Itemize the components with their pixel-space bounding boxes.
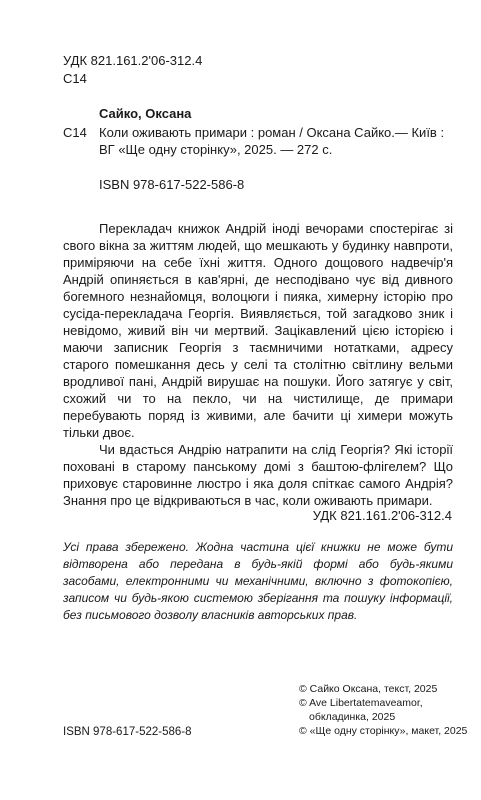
abstract-paragraph-2: Чи вдасться Андрію натрапити на слід Георгія? Які історії поховані в старому панському домі з баштою-флігелем? Що приховує старовинне люстро і яка доля спіткає самого Андрія? Знання про це відкриваються в час, коли оживають примари. [63, 442, 453, 508]
catalog-record [63, 124, 453, 158]
author-mark: С14 [63, 71, 87, 86]
catalog-title-line: Коли оживають примари : роман / Оксана Сайко.— Київ : [99, 125, 445, 140]
copyright-cover-2: обкладинка, 2025 [309, 711, 396, 723]
author-heading: Сайко, Оксана [99, 106, 192, 121]
copyright-text: © Сайко Оксана, текст, 2025 [299, 683, 438, 695]
rights-notice: Усі права збережено. Жодна частина цієї книжки не може бути відтворена або передана в будь-якій формі або будь-якими засобами, електронними чи механічними, включно з фотокопією, записом чи будь-якою системою зберігання та пошуку інформації, без письмового дозволу власників авторських прав. [63, 540, 453, 622]
copyright-block [299, 682, 469, 738]
udk-footer-code: УДК 821.161.2'06-312.4 [312, 508, 452, 523]
isbn-bottom: ISBN 978-617-522-586-8 [63, 726, 192, 738]
copyright-layout: © «Ще одну сторінку», макет, 2025 [299, 725, 468, 737]
catalog-publisher-line: ВГ «Ще одну сторінку», 2025. — 272 с. [99, 142, 333, 157]
udk-code: УДК 821.161.2'06-312.4 [63, 53, 203, 68]
isbn-main: ISBN 978-617-522-586-8 [99, 177, 245, 192]
abstract-paragraph-1: Перекладач книжок Андрій іноді вечорами спостерігає зі свого вікна за життям людей, що мешкають у будинку навпроти, приміряючи на себе їхні життя. Одного дощового надвечір'я Андрій опиняється в кав'ярні, де несподівано чує від дивного богемного незнайомця, волоцюги і пияка, химерну історію про сусіда-перекладача Георгія. Виявляється, той загадково зник і невідомо, живий він чи мертвий. Зацікавлений цією історією і маючи записник Георгія з таємничими нотатками, адресу старого помешкання десь у селі та столітню світлину вельми вродливої пані, Андрій вирушає на пошуки. Його затягує у світ, схожий чи то на пекло, чи на чистилище, де примари перебувають поряд із живими, але бачити ці химери можуть тільки двоє. [63, 221, 453, 440]
copyright-cover-1: © Ave Libertatemaveamor, [299, 697, 423, 709]
catalog-author-mark: С14 [63, 125, 87, 140]
udk-header [63, 52, 202, 88]
book-abstract [63, 220, 453, 509]
